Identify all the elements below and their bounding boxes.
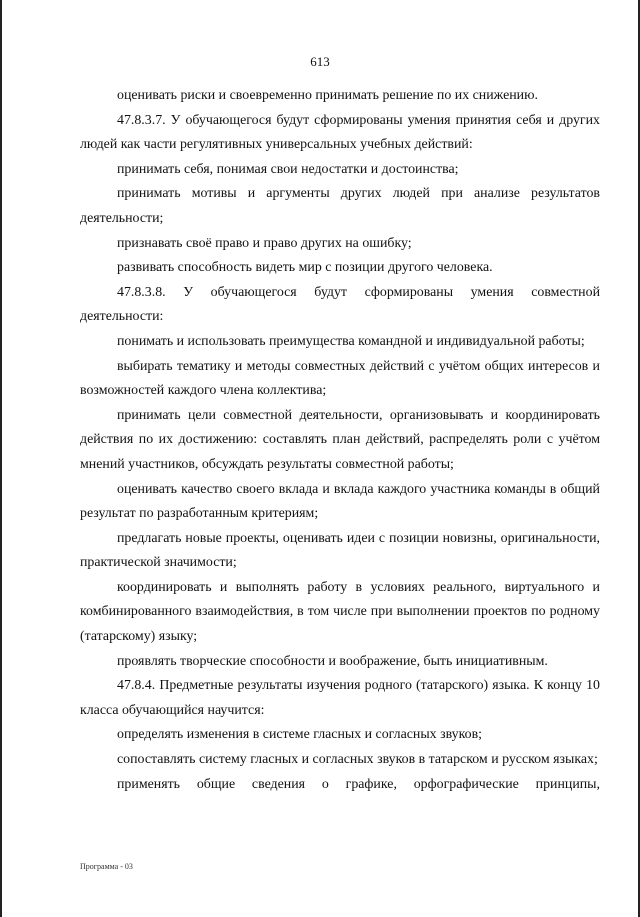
paragraph: 47.8.3.7. У обучающегося будут сформированы умения принятия себя и других людей как части регулятивных универсальных учебных действий:	[80, 112, 600, 153]
paragraph: выбирать тематику и методы совместных действий с учётом общих интересов и возможностей каждого члена коллектива;	[80, 358, 600, 399]
paragraph: оценивать качество своего вклада и вклада каждого участника команды в общий результат по разработанным критериям;	[80, 481, 600, 522]
paragraph: понимать и использовать преимущества командной и индивидуальной работы;	[117, 333, 585, 349]
paragraph: определять изменения в системе гласных и согласных звуков;	[117, 727, 483, 743]
paragraph: признавать своё право и право других на ошибку;	[117, 235, 412, 251]
page-number: 613	[310, 54, 330, 69]
paragraph: развивать способность видеть мир с позиции другого человека.	[117, 260, 493, 276]
scan-left-edge	[0, 0, 2, 917]
paragraph: принимать мотивы и аргументы других людей при анализе результатов деятельности;	[80, 186, 600, 226]
paragraph: принимать цели совместной деятельности, организовывать и координировать действия по их достижению: составлять план действий, распределять роли с учётом мнений участников, обсуждать результаты совместной работы;	[80, 407, 600, 472]
page-footer: Программа - 03	[80, 862, 133, 871]
paragraph: 47.8.4. Предметные результаты изучения родного (татарского) языка. К концу 10 класса обучающийся научится:	[80, 678, 600, 718]
paragraph: предлагать новые проекты, оценивать идеи с позиции новизны, оригинальности, практической значимости;	[80, 530, 600, 571]
paragraph: принимать себя, понимая свои недостатки и достоинства;	[117, 161, 459, 177]
paragraph: оценивать риски и своевременно принимать решение по их снижению.	[117, 88, 538, 103]
paragraph: координировать и выполнять работу в условиях реального, виртуального и комбинированного взаимодействия, в том числе при выполнении проектов по родному (татарскому) языку;	[80, 579, 600, 645]
paragraph: применять общие сведения о графике, орфографические принципы,	[117, 776, 600, 792]
paragraph: сопоставлять систему гласных и согласных звуков в татарском и русском языках;	[117, 752, 598, 768]
paragraph: проявлять творческие способности и воображение, быть инициативным.	[117, 653, 548, 669]
document-body	[80, 84, 600, 797]
paragraph: 47.8.3.8. У обучающегося будут сформированы умения совместной деятельности:	[80, 284, 600, 325]
